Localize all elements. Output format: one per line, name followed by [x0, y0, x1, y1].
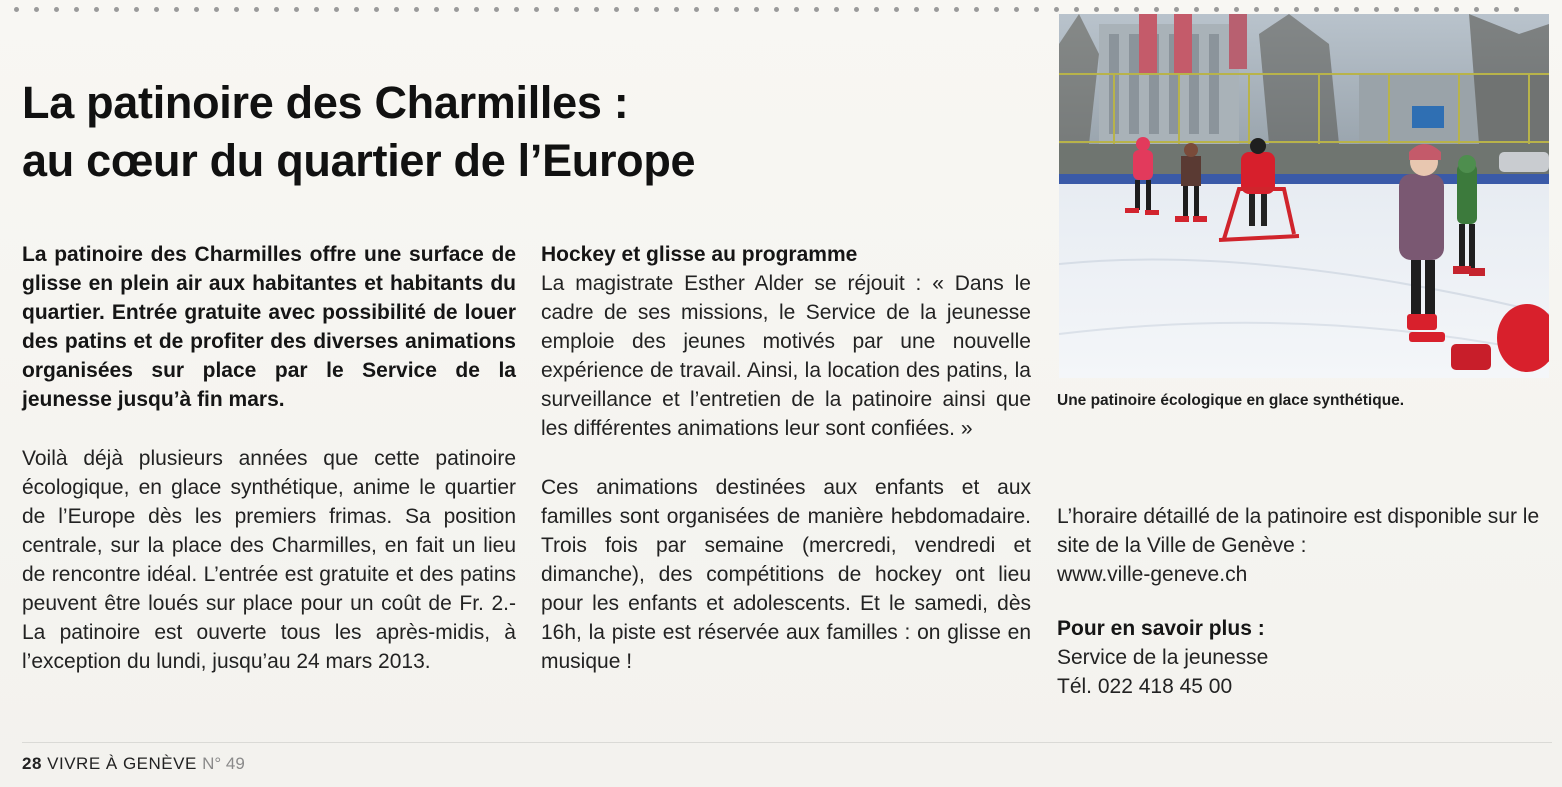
decorative-dot	[1074, 7, 1079, 12]
decorative-dot	[1374, 7, 1379, 12]
decorative-dot	[594, 7, 599, 12]
decorative-dot	[574, 7, 579, 12]
decorative-dot	[214, 7, 219, 12]
decorative-dot	[1114, 7, 1119, 12]
article-column-3	[1057, 502, 1557, 701]
article-body-paragraph: Voilà déjà plusieurs années que cette patinoire écologique, en glace synthétique, anime le quartier de l’Europe dès les premiers frimas. Sa position centrale, sur la place des Charmilles, en fait un lieu de rencontre idéal. L’entrée est gratuite et des patins peuvent être loués sur place pour un coût de Fr. 2.- La patinoire est ouverte tous les après-midis, à l’exception du lundi, jusqu’au 24 mars 2013.	[22, 447, 516, 673]
decorative-dot	[1334, 7, 1339, 12]
decorative-dot	[1514, 7, 1519, 12]
animations-paragraph: Ces animations destinées aux enfants et aux familles sont organisées de manière hebdomadaire. Trois fois par semaine (mercredi, vendredi et dimanche), des compétitions de hockey ont lieu pour les enfants et adolescents. Et le samedi, dès 16h, la piste est réservée aux familles : on glisse en musique !	[541, 476, 1031, 673]
decorative-dot	[654, 7, 659, 12]
decorative-dot	[354, 7, 359, 12]
decorative-dot	[394, 7, 399, 12]
article-headline	[22, 74, 695, 190]
decorative-dot	[1394, 7, 1399, 12]
issue-number: N° 49	[202, 754, 245, 773]
contact-organisation: Service de la jeunesse	[1057, 646, 1269, 669]
decorative-dot	[834, 7, 839, 12]
decorative-dot	[1434, 7, 1439, 12]
decorative-dot	[34, 7, 39, 12]
headline-line-1: La patinoire des Charmilles :	[22, 77, 629, 128]
decorative-dot	[1354, 7, 1359, 12]
decorative-dot	[814, 7, 819, 12]
decorative-dot	[994, 7, 999, 12]
decorative-dot	[634, 7, 639, 12]
decorative-dot	[954, 7, 959, 12]
decorative-dot	[14, 7, 19, 12]
article-column-1	[22, 240, 516, 676]
decorative-dot	[1254, 7, 1259, 12]
article-column-2	[541, 240, 1031, 676]
decorative-dot	[294, 7, 299, 12]
decorative-dot	[534, 7, 539, 12]
decorative-dot	[514, 7, 519, 12]
decorative-dot	[554, 7, 559, 12]
decorative-dot	[154, 7, 159, 12]
decorative-dot	[914, 7, 919, 12]
decorative-dot	[714, 7, 719, 12]
decorative-dot	[754, 7, 759, 12]
decorative-dot	[414, 7, 419, 12]
decorative-dot	[1494, 7, 1499, 12]
decorative-dot	[434, 7, 439, 12]
decorative-dot	[1194, 7, 1199, 12]
website-url[interactable]: www.ville-geneve.ch	[1057, 563, 1248, 586]
decorative-dot	[1174, 7, 1179, 12]
decorative-dot	[674, 7, 679, 12]
decorative-dot	[474, 7, 479, 12]
decorative-dot	[1034, 7, 1039, 12]
decorative-dot	[774, 7, 779, 12]
decorative-dot	[1054, 7, 1059, 12]
more-info-subhead: Pour en savoir plus :	[1057, 617, 1265, 640]
page-footer	[22, 752, 245, 776]
decorative-dot	[54, 7, 59, 12]
decorative-dot	[274, 7, 279, 12]
decorative-dot	[794, 7, 799, 12]
decorative-dot	[334, 7, 339, 12]
ice-rink-photo	[1059, 14, 1549, 378]
decorative-dot	[1314, 7, 1319, 12]
quote-paragraph: La magistrate Esther Alder se réjouit : « Dans le cadre de ses missions, le Service de la jeunesse emploie des jeunes motivés par une nouvelle expérience de travail. Ainsi, la location des patins, la surveillance et l’entretien de la patinoire ainsi que les différentes animations leur sont confiées. »	[541, 272, 1031, 440]
decorative-dot	[254, 7, 259, 12]
decorative-dot	[94, 7, 99, 12]
decorative-dot	[1294, 7, 1299, 12]
decorative-dot	[1414, 7, 1419, 12]
decorative-dot	[194, 7, 199, 12]
decorative-dot	[234, 7, 239, 12]
decorative-dot	[1454, 7, 1459, 12]
decorative-dot	[1134, 7, 1139, 12]
decorative-dot	[614, 7, 619, 12]
decorative-dot	[134, 7, 139, 12]
photo-ice-rink-children-skating	[1059, 14, 1549, 378]
decorative-dot	[874, 7, 879, 12]
decorative-dot	[1474, 7, 1479, 12]
decorative-dot	[934, 7, 939, 12]
decorative-dot	[854, 7, 859, 12]
decorative-dot	[894, 7, 899, 12]
decorative-dot	[314, 7, 319, 12]
decorative-dot	[1234, 7, 1239, 12]
decorative-dot	[694, 7, 699, 12]
decorative-dot	[1274, 7, 1279, 12]
decorative-dot	[1094, 7, 1099, 12]
contact-phone: Tél. 022 418 45 00	[1057, 675, 1233, 698]
decorative-dot	[174, 7, 179, 12]
decorative-dot	[974, 7, 979, 12]
decorative-dot	[1214, 7, 1219, 12]
page-number: 28	[22, 754, 42, 773]
footer-rule	[22, 742, 1552, 743]
decorative-dot	[374, 7, 379, 12]
decorative-dot	[734, 7, 739, 12]
section-subhead: Hockey et glisse au programme	[541, 243, 858, 266]
headline-line-2: au cœur du quartier de l’Europe	[22, 135, 696, 186]
schedule-paragraph: L’horaire détaillé de la patinoire est disponible sur le site de la Ville de Genève :	[1057, 505, 1540, 557]
photo-caption: Une patinoire écologique en glace synthétique.	[1057, 392, 1405, 409]
decorative-dot	[1014, 7, 1019, 12]
decorative-dot	[74, 7, 79, 12]
article-lead: La patinoire des Charmilles offre une surface de glisse en plein air aux habitantes et habitants du quartier. Entrée gratuite avec possibilité de louer des patins et de profiter des diverses animations organisées sur place par le Service de la jeunesse jusqu’à fin mars.	[22, 243, 516, 411]
decorative-dot	[494, 7, 499, 12]
decorative-dot	[1154, 7, 1159, 12]
publication-name: VIVRE À GENÈVE	[47, 754, 197, 773]
decorative-dot	[454, 7, 459, 12]
decorative-dot	[114, 7, 119, 12]
